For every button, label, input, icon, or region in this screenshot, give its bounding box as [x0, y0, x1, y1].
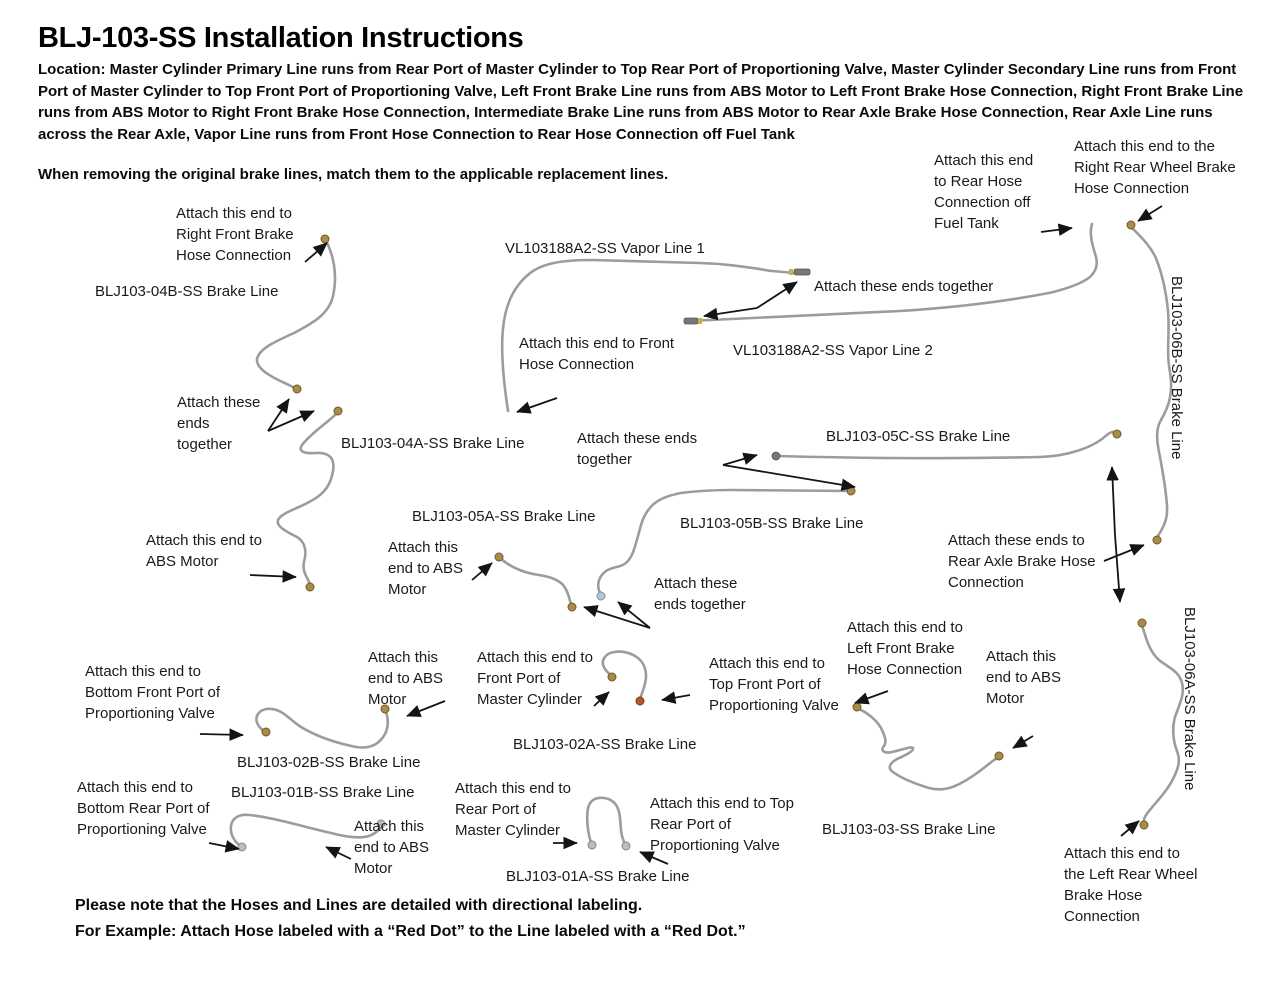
callout-front-port-mc: Attach this end to Front Port of Master Cylinder — [477, 649, 593, 708]
callout-bottom-front-port: Attach this end to Bottom Front Port of Proportioning Valve — [85, 663, 221, 722]
arrow-right-front-hose — [305, 243, 327, 262]
fitting — [995, 752, 1003, 760]
fitting — [568, 603, 576, 611]
fitting — [293, 385, 301, 393]
arrow-abs-03 — [1013, 736, 1033, 748]
fitting — [334, 407, 342, 415]
fitting — [262, 728, 270, 736]
part-label-02b: BLJ103-02B-SS Brake Line — [237, 754, 421, 771]
part-label-06a: BLJ103-06A-SS Brake Line — [1181, 607, 1198, 791]
callout-ends-together-05bc: Attach these ends together — [577, 430, 698, 468]
arrow-left-rear-wheel — [1121, 821, 1139, 836]
callout-right-rear-wheel: Attach this end to the Right Rear Wheel Brake Hose Connection — [1074, 138, 1236, 197]
fitting — [1138, 619, 1146, 627]
callout-top-rear-port: Attach this end to Top Rear Port of Proportioning Valve — [650, 795, 794, 854]
part-label-06b: BLJ103-06B-SS Brake Line — [1168, 276, 1185, 460]
arrow-vapor-ends-2 — [704, 308, 757, 316]
arrow-abs-04a — [250, 575, 296, 577]
arrow-front-port-mc — [594, 692, 609, 706]
part-label-05a: BLJ103-05A-SS Brake Line — [412, 508, 596, 525]
fitting — [1113, 430, 1121, 438]
callout-abs-03: Attach this end to ABS Motor — [986, 648, 1062, 707]
callout-rear-hose-fuel-tank: Attach this end to Rear Hose Connection off Fuel Tank — [934, 152, 1034, 232]
brake-line-06b — [1131, 227, 1171, 540]
callout-vapor-ends-together: Attach these ends together — [814, 278, 994, 295]
arrow-top-front-port — [662, 695, 690, 700]
callout-rear-axle-ends: Attach these ends to Rear Axle Brake Hose Connection — [948, 532, 1096, 591]
footer-note — [75, 893, 975, 945]
callout-abs-05a: Attach this end to ABS Motor — [388, 539, 464, 598]
part-label-04a: BLJ103-04A-SS Brake Line — [341, 435, 525, 452]
arrow-ends-05bc-2 — [723, 465, 855, 487]
arrow-ends-05bc-1 — [723, 455, 757, 465]
arrow-rear-axle-ends — [1104, 545, 1144, 561]
brake-line-03 — [857, 708, 999, 789]
brake-line-06a — [1142, 625, 1183, 824]
arrow-bottom-front-port — [200, 734, 243, 735]
part-label-01a: BLJ103-01A-SS Brake Line — [506, 868, 690, 885]
callout-left-rear-wheel: Attach this end to the Left Rear Wheel Brake Hose Connection — [1064, 845, 1198, 925]
fitting — [772, 452, 780, 460]
red-dot-fitting — [636, 697, 644, 705]
fitting — [597, 592, 605, 600]
page-title: BLJ-103-SS Installation Instructions — [38, 22, 524, 54]
callout-ends-together-05ab: Attach these ends together — [654, 575, 746, 613]
arrow-left-front-hose — [855, 691, 888, 703]
brake-line-05a — [500, 558, 572, 607]
part-label-01b: BLJ103-01B-SS Brake Line — [231, 784, 415, 801]
fitting — [608, 673, 616, 681]
fitting — [238, 843, 246, 851]
fitting — [588, 841, 596, 849]
fitting — [321, 235, 329, 243]
callout-left-front-hose: Attach this end to Left Front Brake Hose Connection — [847, 619, 963, 678]
brake-line-02b — [256, 709, 387, 748]
vapor-line-2 — [689, 224, 1097, 321]
footer-note-line2: For Example: Attach Hose labeled with a “Red Dot” to the Line labeled with a “Red Dot.” — [75, 923, 746, 940]
arrow-ends-05ab-1 — [584, 607, 650, 628]
part-label-05b: BLJ103-05B-SS Brake Line — [680, 515, 864, 532]
fitting — [847, 487, 855, 495]
callout-front-hose: Attach this end to Front Hose Connection — [519, 335, 675, 373]
brake-line-04a — [278, 412, 338, 587]
fitting — [853, 703, 861, 711]
fitting — [306, 583, 314, 591]
part-label-vapor2: VL103188A2-SS Vapor Line 2 — [733, 342, 933, 359]
arrow-ends-05ab-2 — [618, 602, 650, 628]
arrow-rear-axle-span-up — [1112, 467, 1115, 535]
fitting — [622, 842, 630, 850]
fitting — [1153, 536, 1161, 544]
fitting — [495, 553, 503, 561]
part-label-03: BLJ103-03-SS Brake Line — [822, 821, 996, 838]
callout-abs-04a: Attach this end to ABS Motor — [146, 532, 262, 570]
location-description: Location: Master Cylinder Primary Line runs from Rear Port of Master Cylinder to Top Rear Port of Proportioning Valve, Master Cylinder Secondary Line runs from Front Port of Master Cylinder to Top Front Port of Proportioning Valve, Left Front Brake Line runs from ABS Motor to Left Front Brake Hose Connection, Right Front Brake Line runs from ABS Motor to Right Front Brake Hose Connection, Intermediate Brake Line runs from ABS Motor to Rear Axle Brake Hose Connection, Rear Axle Line runs across the Rear Axle, Vapor Line runs from Front Hose Connection to Rear Hose Connection off Fuel Tank — [38, 61, 1244, 143]
fitting — [1140, 821, 1148, 829]
vapor2-band — [698, 318, 702, 324]
callout-abs-01b: Attach this end to ABS Motor — [354, 818, 430, 877]
callout-ends-together-left: Attach these ends together — [177, 394, 261, 453]
part-label-vapor1: VL103188A2-SS Vapor Line 1 — [505, 240, 705, 257]
callout-bottom-rear-port: Attach this end to Bottom Rear Port of Proportioning Valve — [77, 779, 210, 838]
arrow-front-hose — [517, 398, 557, 412]
callout-abs-02b: Attach this end to ABS Motor — [368, 649, 444, 708]
arrow-vapor-ends-1 — [757, 282, 797, 308]
match-note: When removing the original brake lines, match them to the applicable replacement lines. — [38, 166, 669, 183]
callout-rear-port-mc: Attach this end to Rear Port of Master Cylinder — [455, 780, 571, 839]
vapor2-end-cap — [684, 318, 698, 324]
callout-right-front-hose: Attach this end to Right Front Brake Hose Connection — [176, 205, 294, 264]
part-label-02a: BLJ103-02A-SS Brake Line — [513, 736, 697, 753]
part-label-04b: BLJ103-04B-SS Brake Line — [95, 283, 279, 300]
arrow-bottom-rear-port — [209, 843, 239, 849]
fitting — [1127, 221, 1135, 229]
part-label-05c: BLJ103-05C-SS Brake Line — [826, 428, 1011, 445]
vapor1-end-cap — [794, 269, 810, 275]
arrow-right-rear-wheel — [1138, 206, 1162, 221]
footer-note-line1: Please note that the Hoses and Lines are detailed with directional labeling. — [75, 897, 643, 914]
vapor1-band — [789, 269, 793, 275]
brake-line-01a — [587, 798, 625, 845]
arrow-rear-axle-span-down — [1115, 535, 1120, 602]
callout-top-front-port: Attach this end to Top Front Port of Proportioning Valve — [709, 655, 839, 714]
arrow-abs-01b — [326, 847, 351, 859]
